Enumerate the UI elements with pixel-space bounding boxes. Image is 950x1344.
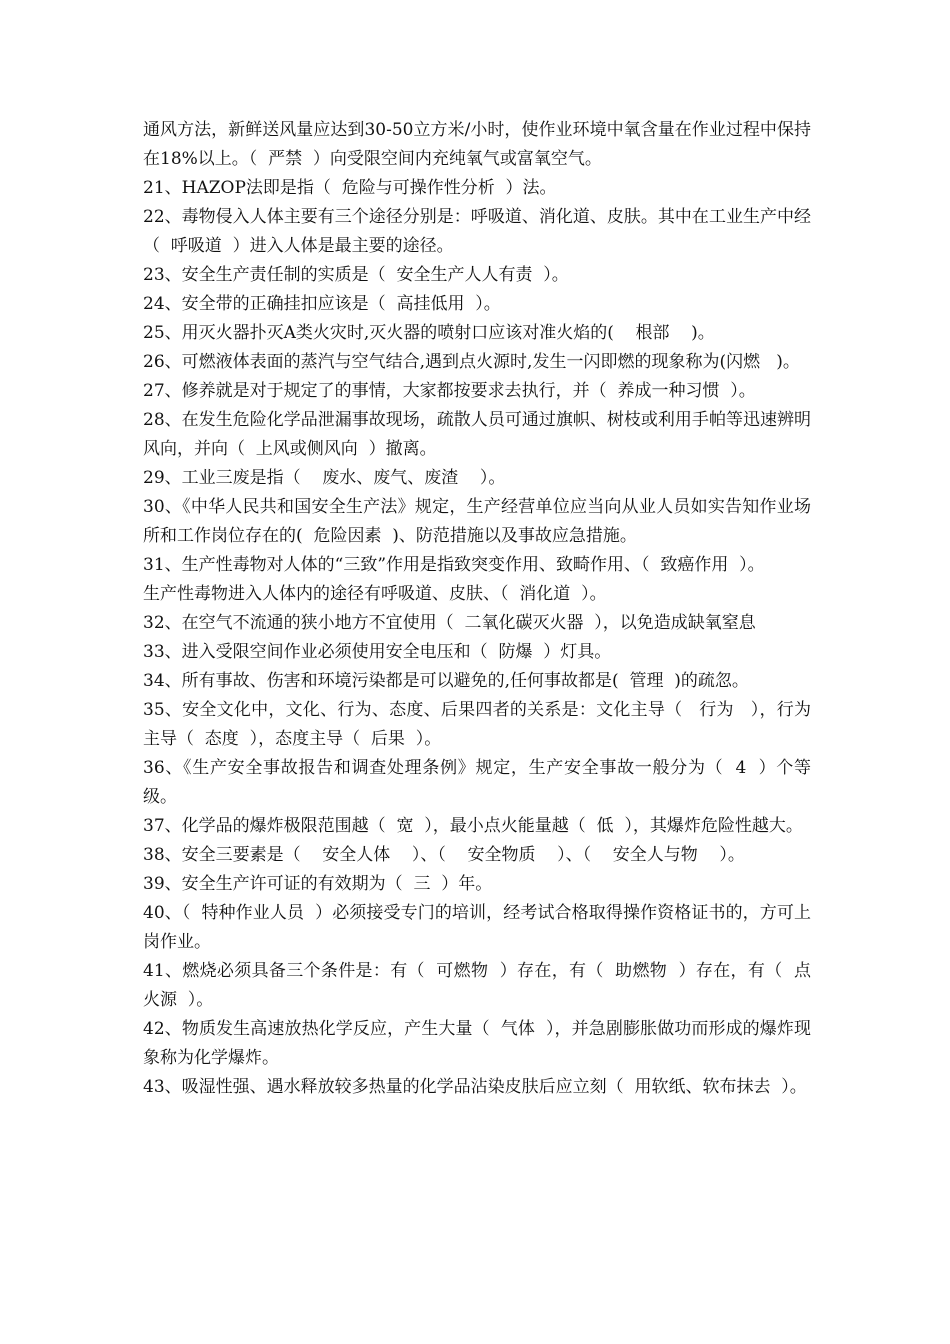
- paragraph-22: 22、毒物侵入人体主要有三个途径分别是：呼吸道、消化道、皮肤。其中在工业生产中经（ 呼吸道 ）进入人体是最主要的途径。: [143, 207, 811, 256]
- paragraph-34: 34、所有事故、伤害和环境污染都是可以避免的,任何事故都是( 管理 )的疏忽。: [143, 671, 749, 691]
- paragraph-28: 28、在发生危险化学品泄漏事故现场，疏散人员可通过旗帜、树枝或利用手帕等迅速辨明风向，并向（ 上风或侧风向 ）撤离。: [143, 410, 811, 459]
- paragraph-26: 26、可燃液体表面的蒸汽与空气结合,遇到点火源时,发生一闪即燃的现象称为(闪燃 )。: [143, 352, 800, 372]
- paragraph-25: 25、用灭火器扑灭A类火灾时,灭火器的喷射口应该对准火焰的( 根部 )。: [143, 323, 715, 343]
- paragraph-31-b: 生产性毒物进入人体内的途径有呼吸道、皮肤、（ 消化道 ）。: [143, 584, 607, 604]
- paragraph-38: 38、安全三要素是（ 安全人体 ）、（ 安全物质 ）、（ 安全人与物 ）。: [143, 845, 745, 865]
- paragraph-21: 21、HAZOP法即是指（ 危险与可操作性分析 ）法。: [143, 178, 557, 198]
- paragraph-29: 29、工业三废是指（ 废水、废气、废渣 ）。: [143, 468, 506, 488]
- paragraph-30: 30、《中华人民共和国安全生产法》规定，生产经营单位应当向从业人员如实告知作业场所和工作岗位存在的( 危险因素 )、防范措施以及事故应急措施。: [143, 497, 811, 546]
- paragraph-33: 33、进入受限空间作业必须使用安全电压和（ 防爆 ）灯具。: [143, 642, 612, 662]
- paragraph-23: 23、安全生产责任制的实质是（ 安全生产人人有责 ）。: [143, 265, 569, 285]
- document-body: [143, 116, 811, 1102]
- paragraph-36: 36、《生产安全事故报告和调查处理条例》规定，生产安全事故一般分为（ 4 ）个等级。: [143, 758, 811, 807]
- paragraph-ventilation: 通风方法，新鲜送风量应达到30-50立方米/小时，使作业环境中氧含量在作业过程中保持在18%以上。（ 严禁 ）向受限空间内充纯氧气或富氧空气。: [143, 120, 811, 169]
- paragraph-41: 41、燃烧必须具备三个条件是：有（ 可燃物 ）存在，有（ 助燃物 ）存在，有（ 点火源 ）。: [143, 961, 811, 1010]
- paragraph-35: 35、安全文化中，文化、行为、态度、后果四者的关系是：文化主导（ 行为 ），行为主导（ 态度 ），态度主导（ 后果 ）。: [143, 700, 811, 749]
- paragraph-32: 32、在空气不流通的狭小地方不宜使用（ 二氧化碳灭火器 ），以免造成缺氧窒息: [143, 613, 756, 633]
- paragraph-40: 40、（ 特种作业人员 ）必须接受专门的培训，经考试合格取得操作资格证书的，方可上岗作业。: [143, 903, 811, 952]
- paragraph-24: 24、安全带的正确挂扣应该是（ 高挂低用 ）。: [143, 294, 501, 314]
- paragraph-31: 31、生产性毒物对人体的“三致”作用是指致突变作用、致畸作用、（ 致癌作用 ）。: [143, 555, 765, 575]
- paragraph-42: 42、物质发生高速放热化学反应，产生大量（ 气体 ），并急剧膨胀做功而形成的爆炸现象称为化学爆炸。: [143, 1019, 811, 1068]
- paragraph-43: 43、吸湿性强、遇水释放较多热量的化学品沾染皮肤后应立刻（ 用软纸、软布抹去 ）。: [143, 1077, 807, 1097]
- paragraph-37: 37、化学品的爆炸极限范围越（ 宽 ），最小点火能量越（ 低 ），其爆炸危险性越大。: [143, 816, 803, 836]
- paragraph-39: 39、安全生产许可证的有效期为（ 三 ）年。: [143, 874, 493, 894]
- paragraph-27: 27、修养就是对于规定了的事情，大家都按要求去执行，并（ 养成一种习惯 ）。: [143, 381, 756, 401]
